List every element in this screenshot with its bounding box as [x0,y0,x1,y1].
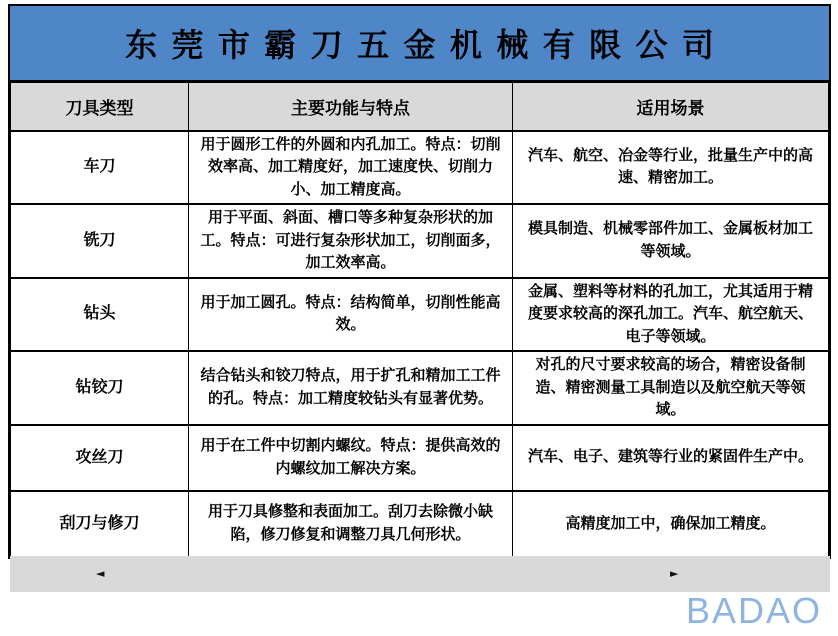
table-row [11,278,829,352]
cell-scenarios: 模具制造、机械零部件加工、金属板材加工等领域。 [513,204,829,278]
cell-type: 钻头 [11,278,189,352]
cell-features: 用于加工圆孔。特点：结构简单，切削性能高效。 [189,278,513,352]
cell-scenarios: 汽车、电子、建筑等行业的紧固件生产中。 [513,425,829,491]
scroll-left-icon[interactable]: ◄ [96,567,105,580]
cell-scenarios: 金属、塑料等材料的孔加工，尤其适用于精度要求较高的深孔加工。汽车、航空航天、电子等领域。 [513,278,829,352]
table-header-row [11,83,829,131]
cell-type: 铣刀 [11,204,189,278]
cell-features: 用于刀具修整和表面加工。刮刀去除微小缺陷，修刀修复和调整刀具几何形状。 [189,491,513,557]
table-row [11,351,829,425]
scroll-right-icon[interactable]: ► [670,567,679,580]
cell-features: 结合钻头和铰刀特点，用于扩孔和精加工工件的孔。特点：加工精度较钻头有显著优势。 [189,351,513,425]
worksheet-table [8,4,831,559]
table-row [11,204,829,278]
cell-scenarios: 高精度加工中，确保加工精度。 [513,491,829,557]
cell-type: 刮刀与修刀 [11,491,189,557]
badao-logo: BADAO [685,590,822,631]
cell-features: 用于在工件中切割内螺纹。特点：提供高效的内螺纹加工解决方案。 [189,425,513,491]
header-features: 主要功能与特点 [189,83,513,131]
horizontal-scrollbar[interactable] [10,556,830,592]
table-body [11,131,829,557]
company-title: 东莞市霸刀五金机械有限公司 [10,6,829,82]
table-row [11,425,829,491]
cell-scenarios: 汽车、航空、冶金等行业，批量生产中的高速、精密加工。 [513,131,829,205]
cell-scenarios: 对孔的尺寸要求较高的场合，精密设备制造、精密测量工具制造以及航空航天等领域。 [513,351,829,425]
table-row [11,131,829,205]
cell-type: 车刀 [11,131,189,205]
cell-features: 用于圆形工件的外圆和内孔加工。特点：切削效率高、加工精度好，加工速度快、切削力小、加工精度高。 [189,131,513,205]
cell-type: 攻丝刀 [11,425,189,491]
cell-type: 钻铰刀 [11,351,189,425]
tool-table [10,82,829,557]
header-scenarios: 适用场景 [513,83,829,131]
header-tool-type: 刀具类型 [11,83,189,131]
cell-features: 用于平面、斜面、槽口等多种复杂形状的加工。特点：可进行复杂形状加工，切削面多，加工效率高。 [189,204,513,278]
table-row [11,491,829,557]
